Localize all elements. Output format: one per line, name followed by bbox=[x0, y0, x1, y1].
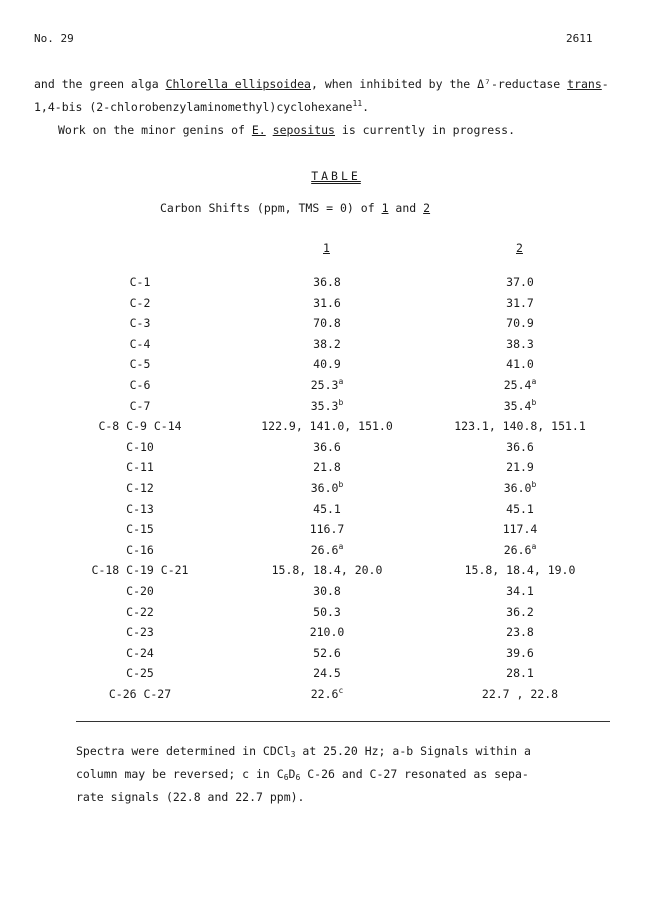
shift-compound-1 bbox=[313, 275, 341, 289]
carbon-label: C-6 bbox=[129, 377, 151, 392]
table-row bbox=[0, 625, 672, 646]
shift-value: 39.6 bbox=[506, 645, 534, 660]
carbon-label: C-15 bbox=[126, 522, 154, 537]
carbon-label: C-13 bbox=[126, 501, 154, 516]
shift-compound-1 bbox=[313, 584, 341, 598]
shift-value: 25.3 bbox=[310, 377, 339, 392]
table-row bbox=[0, 522, 672, 543]
shift-value: 40.9 bbox=[313, 357, 341, 372]
shift-value: 21.8 bbox=[313, 460, 341, 475]
table-title bbox=[0, 169, 672, 183]
shift-compound-2 bbox=[482, 687, 558, 701]
footnote-marker: a bbox=[531, 541, 537, 551]
body-line-1 bbox=[34, 74, 646, 94]
shift-compound-1 bbox=[311, 687, 344, 701]
shift-compound-2 bbox=[506, 357, 534, 371]
shift-value: 21.9 bbox=[506, 460, 534, 475]
shift-compound-1 bbox=[311, 399, 344, 413]
carbon-label: C-8 C-9 C-14 bbox=[98, 419, 182, 434]
shift-value: 36.2 bbox=[506, 604, 534, 619]
shift-compound-2 bbox=[504, 543, 537, 557]
shift-value: 22.7 , 22.8 bbox=[481, 686, 559, 701]
shift-value: 45.1 bbox=[506, 501, 534, 516]
shift-compound-2 bbox=[504, 378, 537, 392]
carbon-label: C-3 bbox=[129, 316, 151, 331]
shift-value: 36.8 bbox=[313, 275, 341, 289]
table-row bbox=[0, 275, 672, 296]
shift-value: 36.6 bbox=[313, 439, 341, 454]
subscript: 6 bbox=[295, 773, 301, 782]
column-header-2: 2 bbox=[516, 241, 523, 255]
reference-number: 11 bbox=[352, 99, 363, 108]
shift-value: 28.1 bbox=[506, 666, 534, 681]
table-row bbox=[0, 481, 672, 502]
shift-value: 50.3 bbox=[313, 604, 341, 619]
footnote-line-3: rate signals (22.8 and 22.7 ppm). bbox=[76, 790, 305, 804]
shift-value: 23.8 bbox=[506, 625, 534, 640]
table-row bbox=[0, 584, 672, 605]
shift-value: 70.9 bbox=[506, 316, 534, 331]
carbon-label: C-2 bbox=[129, 295, 151, 310]
shift-value: 122.9, 141.0, 151.0 bbox=[261, 419, 393, 434]
shift-compound-1 bbox=[313, 646, 341, 660]
shift-compound-1 bbox=[261, 419, 393, 433]
table-row bbox=[0, 687, 672, 708]
shift-compound-1 bbox=[313, 337, 341, 351]
carbon-label: C-10 bbox=[126, 439, 154, 454]
shift-compound-1 bbox=[311, 543, 344, 557]
shift-value: 26.6 bbox=[503, 542, 532, 557]
table-row bbox=[0, 399, 672, 420]
shift-compound-2 bbox=[504, 399, 537, 413]
shift-value: 35.4 bbox=[503, 398, 532, 413]
shift-value: 116.7 bbox=[309, 522, 345, 537]
journal-issue: No. 29 bbox=[34, 32, 74, 45]
footnote-marker: c bbox=[338, 685, 344, 695]
shift-compound-2 bbox=[506, 460, 534, 474]
table-row bbox=[0, 543, 672, 564]
table-row bbox=[0, 502, 672, 523]
shift-value: 123.1, 140.8, 151.1 bbox=[454, 419, 586, 434]
shift-value: 34.1 bbox=[506, 583, 534, 598]
footnote-marker: b bbox=[531, 479, 537, 489]
shift-compound-2 bbox=[506, 666, 534, 680]
shift-compound-2 bbox=[506, 275, 534, 289]
shift-compound-2 bbox=[506, 440, 534, 454]
footnote bbox=[76, 740, 531, 809]
shift-value: 36.0 bbox=[503, 480, 532, 495]
page-number: 2611 bbox=[566, 32, 593, 45]
shift-value: 41.0 bbox=[506, 357, 534, 372]
shift-compound-2 bbox=[506, 646, 534, 660]
shift-compound-2 bbox=[506, 316, 534, 330]
subscript: 3 bbox=[290, 750, 296, 759]
shift-compound-2 bbox=[454, 419, 586, 433]
text: and bbox=[388, 201, 424, 215]
carbon-label: C-16 bbox=[126, 542, 154, 557]
carbon-label: C-23 bbox=[126, 625, 154, 640]
text: column may be reversed; c in C bbox=[76, 767, 284, 781]
shift-compound-1 bbox=[310, 625, 345, 639]
table-row bbox=[0, 357, 672, 378]
carbon-label: C-22 bbox=[126, 604, 154, 619]
shift-value: 36.0 bbox=[310, 480, 339, 495]
species-name: Chlorella ellipsoidea bbox=[165, 77, 311, 91]
shift-compound-1 bbox=[313, 357, 341, 371]
shift-compound-1 bbox=[311, 378, 344, 392]
carbon-label: C-5 bbox=[129, 357, 151, 372]
shift-value: 210.0 bbox=[309, 625, 345, 640]
footnote-marker: a bbox=[531, 376, 537, 386]
table-rule bbox=[76, 721, 610, 722]
shift-compound-1 bbox=[313, 440, 341, 454]
carbon-label: C-24 bbox=[126, 645, 154, 660]
text: , when inhibited by the Δ⁷-reductase bbox=[310, 77, 568, 91]
shift-compound-2 bbox=[506, 605, 534, 619]
shift-compound-1 bbox=[313, 296, 341, 310]
shift-value: 24.5 bbox=[313, 666, 341, 681]
shift-value: 31.6 bbox=[313, 295, 341, 310]
compound-1-ref: 1 bbox=[381, 201, 389, 215]
shift-compound-2 bbox=[503, 522, 538, 536]
shift-compound-2 bbox=[506, 502, 534, 516]
shift-compound-1 bbox=[313, 605, 341, 619]
shift-value: 37.0 bbox=[506, 275, 534, 289]
shift-compound-1 bbox=[310, 522, 345, 536]
table-row bbox=[0, 419, 672, 440]
carbon-label: C-26 C-27 bbox=[108, 686, 172, 701]
shift-compound-2 bbox=[504, 481, 537, 495]
compound-2-ref: 2 bbox=[423, 201, 431, 215]
shift-value: 15.8, 18.4, 20.0 bbox=[271, 563, 383, 578]
shift-compound-1 bbox=[313, 666, 341, 680]
genus-abbrev: E. bbox=[251, 123, 266, 137]
text: . bbox=[362, 100, 370, 114]
shift-value: 15.8, 18.4, 19.0 bbox=[464, 563, 576, 578]
text: Work on the minor genins of bbox=[58, 123, 252, 137]
table-row bbox=[0, 666, 672, 687]
table-row bbox=[0, 316, 672, 337]
footnote-marker: b bbox=[531, 397, 537, 407]
text: - bbox=[601, 77, 609, 91]
shift-value: 38.3 bbox=[506, 336, 534, 351]
table-row bbox=[0, 296, 672, 317]
column-header-1: 1 bbox=[323, 241, 330, 255]
shift-compound-2 bbox=[506, 584, 534, 598]
text: and the green alga bbox=[34, 77, 166, 91]
shift-value: 35.3 bbox=[310, 398, 339, 413]
shift-value: 22.6 bbox=[310, 686, 339, 701]
species-epithet: sepositus bbox=[272, 123, 335, 137]
carbon-label: C-18 C-19 C-21 bbox=[91, 563, 189, 578]
table-body bbox=[0, 275, 672, 707]
text: Carbon Shifts (ppm, TMS = 0) of bbox=[160, 201, 382, 215]
shift-compound-2 bbox=[465, 563, 576, 577]
footnote-line-2 bbox=[76, 763, 531, 786]
table-row bbox=[0, 605, 672, 626]
carbon-label: C-11 bbox=[126, 460, 154, 475]
table-title-text: TABLE bbox=[311, 169, 361, 183]
shift-value: 26.6 bbox=[310, 542, 339, 557]
carbon-label: C-25 bbox=[126, 666, 154, 681]
shift-value: 31.7 bbox=[506, 295, 534, 310]
shift-compound-2 bbox=[506, 337, 534, 351]
body-line-3 bbox=[58, 120, 670, 140]
body-line-2 bbox=[34, 97, 646, 117]
table-row bbox=[0, 460, 672, 481]
shift-compound-1 bbox=[311, 481, 344, 495]
shift-compound-1 bbox=[313, 316, 341, 330]
carbon-label: C-7 bbox=[129, 398, 151, 413]
footnote-marker: b bbox=[338, 479, 344, 489]
carbon-label: C-20 bbox=[126, 583, 154, 598]
text: 1,4-bis (2-chlorobenzylaminomethyl)cyclohexane bbox=[34, 100, 353, 114]
shift-value: 117.4 bbox=[502, 522, 538, 537]
footnote-marker: a bbox=[338, 376, 344, 386]
text: C-26 and C-27 resonated as sepa- bbox=[300, 767, 529, 781]
text: at 25.20 Hz; a-b Signals within a bbox=[295, 744, 531, 758]
carbon-label: C-1 bbox=[129, 275, 151, 289]
footnote-line-1 bbox=[76, 740, 531, 763]
shift-value: 36.6 bbox=[506, 439, 534, 454]
text: is currently in progress. bbox=[334, 123, 515, 137]
shift-compound-2 bbox=[506, 625, 534, 639]
table-caption bbox=[160, 201, 430, 215]
carbon-label: C-12 bbox=[126, 480, 154, 495]
shift-value: 25.4 bbox=[503, 377, 532, 392]
carbon-label: C-4 bbox=[129, 336, 151, 351]
table-row bbox=[0, 440, 672, 461]
trans-prefix: trans bbox=[567, 77, 602, 91]
shift-value: 45.1 bbox=[313, 501, 341, 516]
footnote-marker: b bbox=[338, 397, 344, 407]
text: D bbox=[288, 767, 296, 781]
table-row bbox=[0, 563, 672, 584]
text: Spectra were determined in CDCl bbox=[76, 744, 291, 758]
shift-value: 52.6 bbox=[313, 645, 341, 660]
table-row bbox=[0, 646, 672, 667]
shift-value: 30.8 bbox=[313, 583, 341, 598]
footnote-marker: a bbox=[338, 541, 344, 551]
shift-compound-1 bbox=[272, 563, 383, 577]
subscript: 6 bbox=[283, 773, 289, 782]
shift-value: 38.2 bbox=[313, 336, 341, 351]
shift-value: 70.8 bbox=[313, 316, 341, 331]
shift-compound-2 bbox=[506, 296, 534, 310]
shift-compound-1 bbox=[313, 502, 341, 516]
table-row bbox=[0, 378, 672, 399]
shift-compound-1 bbox=[313, 460, 341, 474]
table-row bbox=[0, 337, 672, 358]
